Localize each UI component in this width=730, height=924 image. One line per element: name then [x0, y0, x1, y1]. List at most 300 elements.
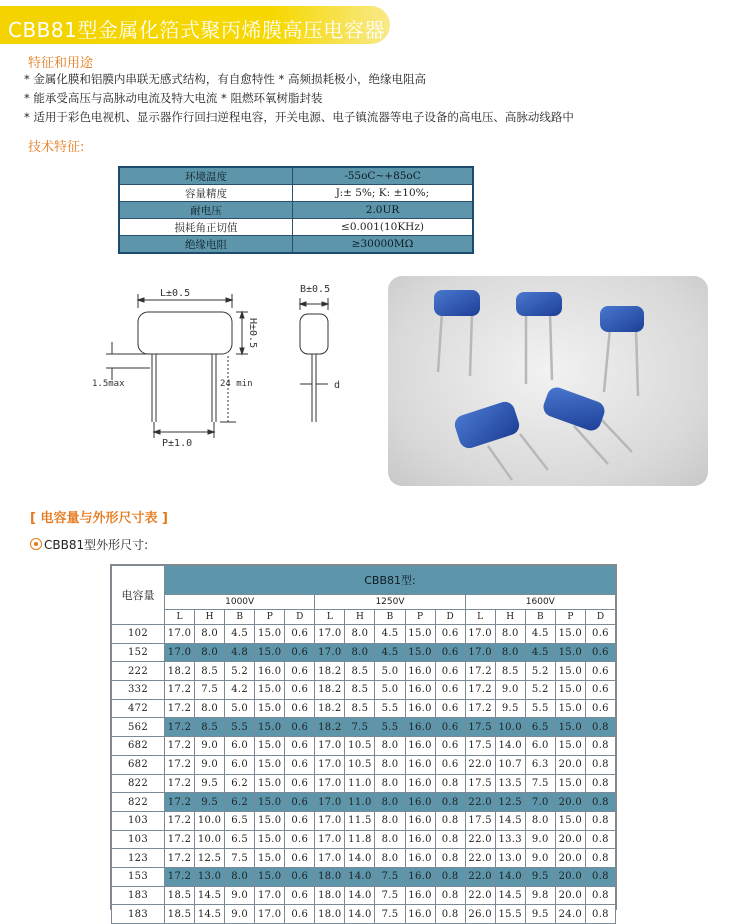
dimension-cell: 8.5 — [345, 681, 375, 700]
product-photo — [388, 276, 708, 486]
target-icon — [30, 538, 42, 550]
dimension-cell: 20.0 — [555, 755, 585, 774]
dimension-cell: 13.3 — [495, 830, 525, 849]
dimension-cell: 0.8 — [585, 886, 615, 905]
column-header: L — [315, 610, 345, 625]
spec-value: -55oC~+85oC — [293, 167, 474, 185]
dimension-cell: 17.5 — [465, 718, 495, 737]
dimension-cell: 15.0 — [255, 830, 285, 849]
dimension-cell: 7.5 — [375, 886, 405, 905]
capacitance-cell: 103 — [112, 811, 165, 830]
dimension-cell: 0.8 — [435, 830, 465, 849]
column-header: B — [225, 610, 255, 625]
table-row — [112, 867, 616, 886]
dimension-cell: 17.2 — [165, 774, 195, 793]
dimension-cell: 4.2 — [225, 681, 255, 700]
dimension-cell: 5.2 — [225, 662, 255, 681]
dimension-cell: 18.0 — [315, 886, 345, 905]
dimension-cell: 9.0 — [195, 755, 225, 774]
dimension-cell: 18.2 — [315, 718, 345, 737]
table-row — [112, 774, 616, 793]
dimension-cell: 13.5 — [495, 774, 525, 793]
dimension-cell: 4.8 — [225, 643, 255, 662]
dimension-cell: 8.0 — [345, 625, 375, 644]
dimension-cell: 18.0 — [315, 867, 345, 886]
dimension-cell: 15.0 — [255, 737, 285, 756]
dimension-cell: 20.0 — [555, 830, 585, 849]
dimension-cell: 15.0 — [255, 849, 285, 868]
dimension-cell: 16.0 — [405, 681, 435, 700]
dimension-cell: 14.5 — [195, 886, 225, 905]
dimension-cell: 0.6 — [285, 905, 315, 924]
dimension-drawing — [88, 272, 378, 462]
dimension-cell: 4.5 — [525, 625, 555, 644]
dimension-cell: 14.0 — [345, 867, 375, 886]
dimension-cell: 0.8 — [585, 830, 615, 849]
dimension-cell: 24.0 — [555, 905, 585, 924]
table-row — [112, 681, 616, 700]
spec-name: 容量精度 — [119, 185, 293, 202]
dims-table-wrap — [110, 564, 617, 920]
table-row — [112, 905, 616, 924]
dimension-cell: 8.0 — [375, 737, 405, 756]
dimension-cell: 14.0 — [495, 737, 525, 756]
dimension-cell: 0.6 — [285, 737, 315, 756]
dimension-cell: 17.2 — [165, 681, 195, 700]
dimension-cell: 17.2 — [465, 662, 495, 681]
dimension-cell: 6.3 — [525, 755, 555, 774]
dimension-cell: 5.5 — [225, 718, 255, 737]
capacitance-cell: 183 — [112, 886, 165, 905]
dimension-cell: 4.5 — [375, 643, 405, 662]
dimension-cell: 0.6 — [285, 625, 315, 644]
dimension-cell: 15.0 — [555, 662, 585, 681]
dimension-cell: 0.6 — [435, 755, 465, 774]
dimension-cell: 12.5 — [195, 849, 225, 868]
dimension-cell: 6.2 — [225, 793, 255, 812]
dimension-cell: 17.0 — [315, 625, 345, 644]
dimension-cell: 14.5 — [495, 811, 525, 830]
dimension-cell: 7.5 — [375, 867, 405, 886]
dimension-cell: 5.0 — [375, 681, 405, 700]
dimension-cell: 17.2 — [165, 849, 195, 868]
dimension-cell: 0.6 — [285, 662, 315, 681]
column-header: B — [375, 610, 405, 625]
dimension-cell: 0.6 — [435, 625, 465, 644]
dimension-cell: 0.8 — [585, 793, 615, 812]
dimension-cell: 9.5 — [525, 867, 555, 886]
table-row — [112, 755, 616, 774]
table-row — [112, 718, 616, 737]
dimension-cell: 15.0 — [555, 774, 585, 793]
spec-value: ≤0.001(10KHz) — [293, 219, 474, 236]
table-row — [112, 886, 616, 905]
table-row — [112, 625, 616, 644]
dimension-cell: 0.8 — [435, 905, 465, 924]
spec-row — [119, 219, 473, 236]
spec-row — [119, 236, 473, 254]
dimension-cell: 15.0 — [405, 643, 435, 662]
dimension-cell: 12.5 — [495, 793, 525, 812]
dimension-cell: 16.0 — [405, 905, 435, 924]
spec-row — [119, 167, 473, 185]
dimension-cell: 15.0 — [255, 699, 285, 718]
dimension-cell: 6.0 — [525, 737, 555, 756]
feature-line-1: * 金属化膜和铝膜内串联无感式结构，有自愈特性 * 高频损耗极小，绝缘电阻高 — [24, 72, 426, 86]
dimension-cell: 0.8 — [435, 886, 465, 905]
dimension-cell: 0.6 — [585, 681, 615, 700]
column-header: H — [495, 610, 525, 625]
dimension-cell: 10.0 — [195, 830, 225, 849]
column-header: H — [195, 610, 225, 625]
dimension-cell: 17.0 — [315, 774, 345, 793]
capacitance-cell: 822 — [112, 774, 165, 793]
dimension-cell: 15.0 — [255, 793, 285, 812]
dimension-cell: 22.0 — [465, 849, 495, 868]
dimension-cell: 5.0 — [375, 662, 405, 681]
spec-row — [119, 185, 473, 202]
capacitance-cell: 472 — [112, 699, 165, 718]
dimension-cell: 8.0 — [375, 793, 405, 812]
dimension-cell: 17.0 — [465, 643, 495, 662]
dimension-cell: 14.0 — [345, 905, 375, 924]
dimension-cell: 10.7 — [495, 755, 525, 774]
dims-subtitle-row — [30, 536, 148, 553]
dimension-cell: 0.6 — [285, 643, 315, 662]
dimension-cell: 11.0 — [345, 774, 375, 793]
dimension-cell: 18.2 — [315, 681, 345, 700]
b-label: B±0.5 — [300, 284, 331, 295]
dimension-cell: 22.0 — [465, 867, 495, 886]
dimension-cell: 9.5 — [495, 699, 525, 718]
dimension-cell: 20.0 — [555, 867, 585, 886]
dimension-cell: 15.0 — [255, 643, 285, 662]
voltage-header: 1600V — [465, 595, 615, 610]
dimension-cell: 9.5 — [195, 774, 225, 793]
dimension-cell: 0.6 — [285, 830, 315, 849]
capacitance-cell: 822 — [112, 793, 165, 812]
feature-line-3: * 适用于彩色电视机、显示器作行回扫逆程电容，开关电源、电子镇流器等电子设备的高电压、高脉动线路中 — [24, 110, 574, 124]
table-row — [112, 811, 616, 830]
dimension-cell: 17.2 — [165, 793, 195, 812]
dimension-cell: 9.0 — [525, 849, 555, 868]
dimension-cell: 0.6 — [435, 737, 465, 756]
dims-subtitle: CBB81型外形尺寸: — [44, 538, 149, 552]
dimension-cell: 18.0 — [315, 905, 345, 924]
dimension-cell: 18.5 — [165, 905, 195, 924]
column-header: L — [165, 610, 195, 625]
dimension-cell: 14.0 — [345, 886, 375, 905]
dimension-cell: 0.8 — [585, 774, 615, 793]
dimension-cell: 7.5 — [225, 849, 255, 868]
dimension-cell: 17.5 — [465, 774, 495, 793]
column-header: H — [345, 610, 375, 625]
dimension-cell: 17.0 — [465, 625, 495, 644]
tech-label: 技术特征: — [28, 140, 85, 155]
dimension-cell: 17.0 — [165, 625, 195, 644]
dimension-cell: 17.2 — [165, 699, 195, 718]
dimension-cell: 8.5 — [195, 662, 225, 681]
dimension-cell: 0.6 — [285, 755, 315, 774]
capacitor-illustration — [388, 276, 708, 486]
dimension-cell: 17.2 — [165, 867, 195, 886]
dimension-cell: 8.0 — [375, 755, 405, 774]
capacitance-cell: 103 — [112, 830, 165, 849]
dimension-cell: 13.0 — [495, 849, 525, 868]
dimension-cell: 0.6 — [435, 643, 465, 662]
dimension-cell: 22.0 — [465, 830, 495, 849]
dimension-cell: 0.8 — [435, 793, 465, 812]
dimension-cell: 15.0 — [405, 625, 435, 644]
dimension-cell: 18.2 — [315, 662, 345, 681]
dimension-cell: 13.0 — [195, 867, 225, 886]
dimension-cell: 6.0 — [225, 755, 255, 774]
dimension-cell: 4.5 — [375, 625, 405, 644]
dimension-cell: 0.8 — [585, 849, 615, 868]
dimension-cell: 5.2 — [525, 662, 555, 681]
capacitance-cell: 153 — [112, 867, 165, 886]
dimension-cell: 6.5 — [225, 830, 255, 849]
dimension-cell: 0.8 — [435, 811, 465, 830]
dimension-cell: 17.0 — [255, 886, 285, 905]
dims-table — [111, 565, 616, 924]
capacitance-cell: 102 — [112, 625, 165, 644]
dimension-cell: 10.0 — [495, 718, 525, 737]
dimension-cell: 16.0 — [405, 849, 435, 868]
dimension-cell: 16.0 — [405, 699, 435, 718]
dimension-cell: 18.2 — [165, 662, 195, 681]
dimension-cell: 15.0 — [555, 699, 585, 718]
dimension-cell: 8.0 — [195, 699, 225, 718]
dimension-cell: 0.6 — [585, 662, 615, 681]
dimension-cell: 6.5 — [525, 718, 555, 737]
dimension-cell: 0.6 — [435, 681, 465, 700]
dimension-cell: 5.5 — [525, 699, 555, 718]
dimension-cell: 16.0 — [405, 737, 435, 756]
dimension-cell: 10.0 — [195, 811, 225, 830]
dimension-cell: 16.0 — [255, 662, 285, 681]
dimension-cell: 22.0 — [465, 793, 495, 812]
dimension-cell: 17.0 — [315, 755, 345, 774]
dimension-cell: 8.0 — [195, 625, 225, 644]
dimension-cell: 20.0 — [555, 793, 585, 812]
dimension-cell: 9.0 — [525, 830, 555, 849]
table-row — [112, 830, 616, 849]
d-label: d — [334, 380, 341, 391]
dimension-cell: 14.0 — [495, 867, 525, 886]
dimension-cell: 17.2 — [465, 699, 495, 718]
dimension-cell: 17.0 — [315, 737, 345, 756]
model-header: CBB81型: — [165, 566, 616, 595]
dimension-cell: 16.0 — [405, 811, 435, 830]
dimension-cell: 15.0 — [255, 681, 285, 700]
dimension-cell: 17.2 — [465, 681, 495, 700]
dimension-cell: 15.0 — [255, 625, 285, 644]
column-header: P — [255, 610, 285, 625]
dimension-cell: 9.0 — [195, 737, 225, 756]
spec-table — [118, 166, 474, 254]
column-header: D — [285, 610, 315, 625]
dimension-cell: 0.6 — [435, 718, 465, 737]
capacitance-cell: 123 — [112, 849, 165, 868]
dimension-cell: 15.0 — [255, 718, 285, 737]
spec-name: 环境温度 — [119, 167, 293, 185]
dimension-cell: 18.2 — [315, 699, 345, 718]
capacitance-cell: 222 — [112, 662, 165, 681]
title-bar — [0, 6, 390, 44]
dimension-cell: 0.6 — [285, 867, 315, 886]
dimension-cell: 17.2 — [165, 830, 195, 849]
dimension-cell: 0.6 — [585, 625, 615, 644]
dimension-cell: 16.0 — [405, 755, 435, 774]
dimension-cell: 15.0 — [555, 625, 585, 644]
capacitance-cell: 332 — [112, 681, 165, 700]
capacitance-cell: 562 — [112, 718, 165, 737]
dimension-cell: 0.8 — [435, 867, 465, 886]
dimension-cell: 16.0 — [405, 867, 435, 886]
spec-value: J:± 5%; K: ±10%; — [293, 185, 474, 202]
column-header: B — [525, 610, 555, 625]
dimension-cell: 22.0 — [465, 886, 495, 905]
dimension-cell: 6.5 — [225, 811, 255, 830]
dimension-cell: 0.6 — [585, 699, 615, 718]
dimension-cell: 9.0 — [225, 886, 255, 905]
dimension-cell: 8.5 — [345, 699, 375, 718]
dimension-cell: 5.0 — [225, 699, 255, 718]
dimension-cell: 17.0 — [315, 793, 345, 812]
dimension-cell: 0.8 — [585, 718, 615, 737]
dimension-cell: 8.5 — [195, 718, 225, 737]
dimension-cell: 0.8 — [585, 737, 615, 756]
dimension-cell: 15.0 — [555, 681, 585, 700]
dimension-cell: 9.8 — [525, 886, 555, 905]
dimension-cell: 5.2 — [525, 681, 555, 700]
dimension-cell: 5.5 — [375, 718, 405, 737]
dimension-cell: 0.8 — [585, 755, 615, 774]
page-title: CBB81型金属化箔式聚丙烯膜高压电容器 — [8, 18, 385, 42]
lead-len-label: 24 min — [220, 379, 253, 389]
spec-name: 损耗角正切值 — [119, 219, 293, 236]
dimension-cell: 14.0 — [345, 849, 375, 868]
dimension-cell: 17.2 — [165, 718, 195, 737]
dimension-cell: 0.6 — [435, 662, 465, 681]
voltage-header: 1250V — [315, 595, 465, 610]
dimension-cell: 15.5 — [495, 905, 525, 924]
spec-name: 耐电压 — [119, 202, 293, 219]
dimension-cell: 17.2 — [165, 755, 195, 774]
dimension-cell: 5.5 — [375, 699, 405, 718]
spec-name: 绝缘电阻 — [119, 236, 293, 254]
dimension-cell: 17.5 — [465, 811, 495, 830]
p-label: P±1.0 — [162, 438, 193, 449]
dims-title: [ 电容量与外形尺寸表 ] — [30, 511, 168, 526]
dimension-cell: 15.0 — [255, 755, 285, 774]
dimension-cell: 6.0 — [225, 737, 255, 756]
table-row — [112, 793, 616, 812]
dimension-cell: 0.6 — [285, 681, 315, 700]
dimension-cell: 18.5 — [165, 886, 195, 905]
dimension-cell: 8.5 — [345, 662, 375, 681]
column-header: D — [435, 610, 465, 625]
lead-label: 1.5max — [92, 379, 125, 389]
feature-line-2: * 能承受高压与高脉动电流及特大电流 * 阻燃环氧树脂封装 — [24, 91, 323, 105]
table-row — [112, 737, 616, 756]
dimension-cell: 9.0 — [495, 681, 525, 700]
dimension-cell: 14.5 — [195, 905, 225, 924]
dimension-cell: 15.0 — [255, 867, 285, 886]
table-row — [112, 699, 616, 718]
dimension-cell: 16.0 — [405, 774, 435, 793]
dimension-cell: 0.8 — [585, 811, 615, 830]
column-header: L — [465, 610, 495, 625]
dimension-cell: 17.0 — [165, 643, 195, 662]
dimension-cell: 15.0 — [255, 774, 285, 793]
dimension-cell: 11.5 — [345, 811, 375, 830]
dimension-cell: 8.0 — [345, 643, 375, 662]
dimension-cell: 17.5 — [465, 737, 495, 756]
dimension-cell: 6.2 — [225, 774, 255, 793]
spec-value: 2.0UR — [293, 202, 474, 219]
table-row — [112, 643, 616, 662]
table-row — [112, 662, 616, 681]
dimension-cell: 0.6 — [585, 643, 615, 662]
dimension-cell: 16.0 — [405, 662, 435, 681]
dimension-cell: 17.0 — [315, 849, 345, 868]
cap-header: 电容量 — [112, 566, 165, 625]
dimension-cell: 16.0 — [405, 718, 435, 737]
spec-row — [119, 202, 473, 219]
dimension-cell: 20.0 — [555, 849, 585, 868]
dimension-cell: 0.6 — [285, 849, 315, 868]
dimension-cell: 8.5 — [495, 662, 525, 681]
dimension-cell: 15.0 — [555, 737, 585, 756]
dimension-cell: 10.5 — [345, 737, 375, 756]
dimension-cell: 9.5 — [525, 905, 555, 924]
dimension-cell: 0.8 — [435, 774, 465, 793]
dimension-cell: 11.8 — [345, 830, 375, 849]
dimension-cell: 16.0 — [405, 793, 435, 812]
dimension-cell: 9.0 — [225, 905, 255, 924]
dimension-cell: 17.2 — [165, 811, 195, 830]
dimension-cell: 0.8 — [585, 905, 615, 924]
l-label: L±0.5 — [160, 288, 191, 299]
capacitance-cell: 183 — [112, 905, 165, 924]
h-label: H±0.5 — [247, 318, 258, 349]
dimension-cell: 22.0 — [465, 755, 495, 774]
dimension-cell: 0.6 — [285, 811, 315, 830]
capacitance-cell: 682 — [112, 755, 165, 774]
features-label: 特征和用途 — [28, 56, 94, 71]
dimension-cell: 15.0 — [555, 811, 585, 830]
dimension-cell: 8.0 — [495, 643, 525, 662]
dimension-cell: 16.0 — [405, 886, 435, 905]
dimension-cell: 0.6 — [285, 774, 315, 793]
dimension-cell: 7.5 — [525, 774, 555, 793]
dimension-cell: 8.0 — [495, 625, 525, 644]
dimension-cell: 8.0 — [525, 811, 555, 830]
dimension-cell: 8.0 — [375, 774, 405, 793]
voltage-header: 1000V — [165, 595, 315, 610]
capacitance-cell: 152 — [112, 643, 165, 662]
spec-value: ≥30000MΩ — [293, 236, 474, 254]
column-header: P — [555, 610, 585, 625]
dimension-cell: 7.5 — [195, 681, 225, 700]
dimension-cell: 11.0 — [345, 793, 375, 812]
dimension-cell: 0.6 — [435, 699, 465, 718]
dimension-cell: 15.0 — [255, 811, 285, 830]
dimension-cell: 9.5 — [195, 793, 225, 812]
dimension-cell: 4.5 — [525, 643, 555, 662]
